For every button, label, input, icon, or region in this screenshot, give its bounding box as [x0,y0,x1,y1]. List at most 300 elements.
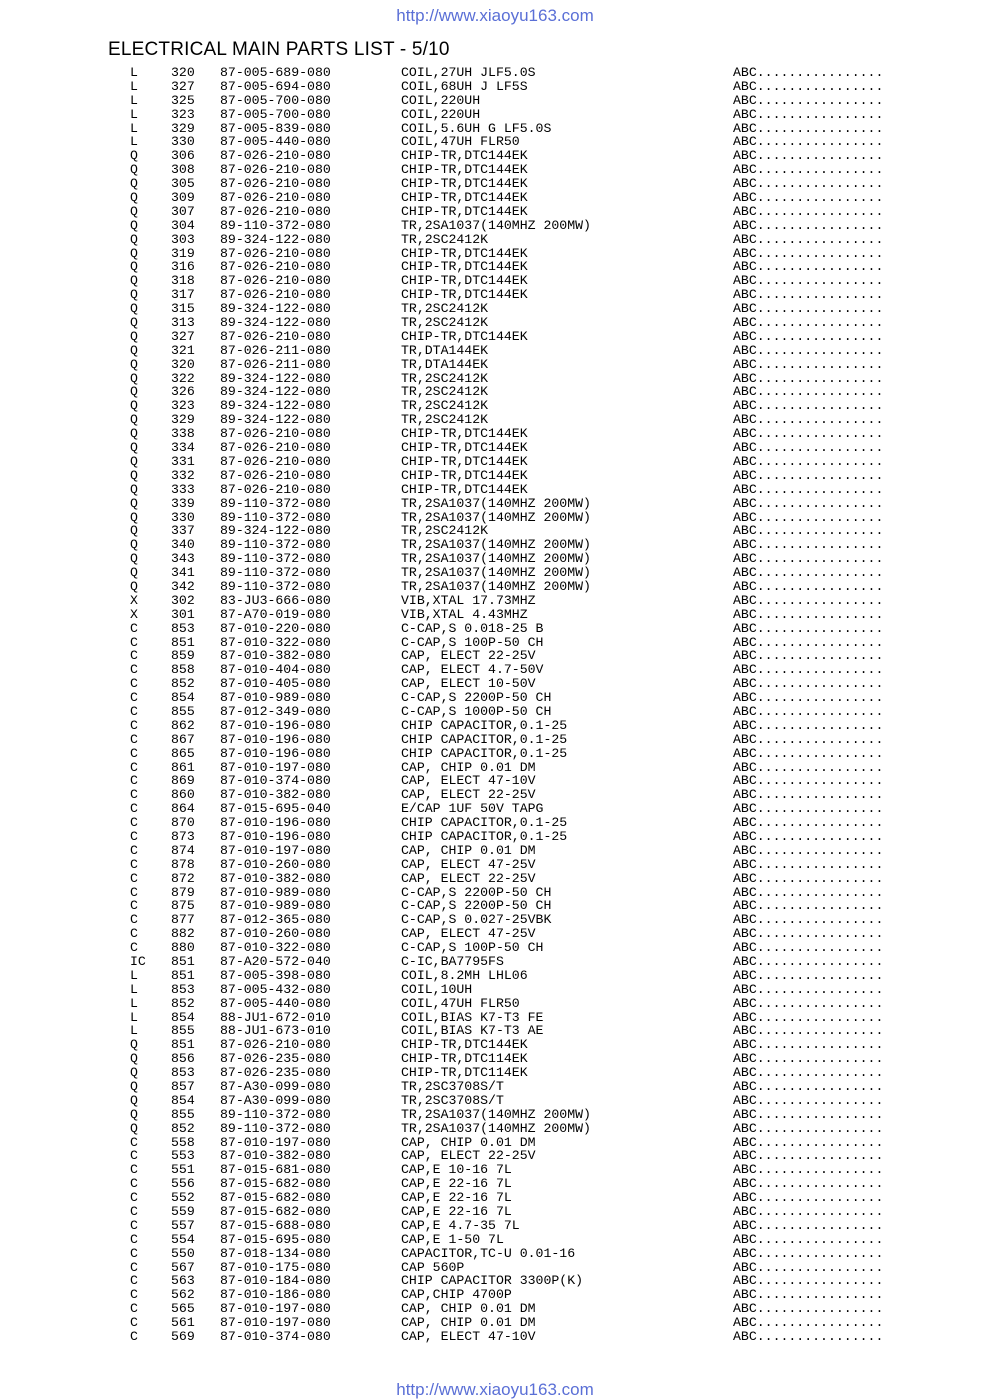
part-number: 89-324-122-080 [220,398,331,414]
part-description: TR,2SC2412K [401,315,489,331]
ref-number: 870 [171,815,195,831]
part-number: 87-026-210-080 [220,148,331,164]
ref-number: 865 [171,745,195,761]
part-description: CAP, ELECT 47-25V [401,926,536,942]
part-number: 87-A30-099-080 [220,1079,331,1095]
part-number: 87-015-695-040 [220,801,331,817]
ref-number: 550 [171,1245,195,1261]
part-number: 87-026-210-080 [220,287,331,303]
ref-designator: Q [130,1092,138,1108]
model-code: ABC................ [733,523,884,539]
ref-designator: Q [130,412,138,428]
part-description: TR,2SC2412K [401,301,489,317]
part-description: CHIP CAPACITOR,0.1-25 [401,731,568,747]
ref-designator: C [130,759,138,775]
part-description: CHIP-TR,DTC144EK [401,259,528,275]
parts-row [0,1205,990,1219]
part-number: 87-026-210-080 [220,273,331,289]
part-number: 87-015-695-080 [220,1231,331,1247]
ref-number: 326 [171,384,195,400]
part-description: CAP, CHIP 0.01 DM [401,842,536,858]
ref-number: 309 [171,190,195,206]
part-description: CAP 560P [401,1259,465,1275]
parts-row [0,1330,990,1344]
model-code: ABC................ [733,495,884,511]
ref-designator: C [130,926,138,942]
ref-number: 882 [171,926,195,942]
ref-number: 858 [171,662,195,678]
ref-designator: Q [130,273,138,289]
ref-designator: Q [130,551,138,567]
ref-number: 329 [171,412,195,428]
ref-number: 851 [171,967,195,983]
part-number: 87-010-220-080 [220,620,331,636]
model-code: ABC................ [733,301,884,317]
ref-number: 322 [171,370,195,386]
model-code: ABC................ [733,1162,884,1178]
parts-row [0,969,990,983]
ref-number: 307 [171,203,195,219]
parts-row [0,247,990,261]
ref-number: 559 [171,1204,195,1220]
part-number: 87-010-989-080 [220,884,331,900]
part-description: TR,2SC2412K [401,370,489,386]
model-code: ABC................ [733,884,884,900]
parts-row [0,774,990,788]
parts-row [0,1136,990,1150]
part-description: TR,2SA1037(140MHZ 200MW) [401,565,591,581]
ref-designator: C [130,1217,138,1233]
ref-designator: Q [130,148,138,164]
part-number: 87-015-682-080 [220,1176,331,1192]
ref-number: 323 [171,106,195,122]
ref-number: 341 [171,565,195,581]
ref-designator: C [130,1162,138,1178]
model-code: ABC................ [733,203,884,219]
model-code: ABC................ [733,1037,884,1053]
model-code: ABC................ [733,995,884,1011]
parts-row [0,927,990,941]
ref-designator: Q [130,537,138,553]
ref-designator: L [130,106,138,122]
part-description: VIB,XTAL 17.73MHZ [401,592,536,608]
ref-designator: IC [130,954,146,969]
part-number: 88-JU1-673-010 [220,1023,331,1039]
ref-designator: Q [130,259,138,275]
ref-designator: C [130,1287,138,1303]
ref-number: 563 [171,1273,195,1289]
model-code: ABC................ [733,912,884,928]
model-code: ABC................ [733,787,884,803]
part-description: CAP, ELECT 47-10V [401,1329,536,1345]
parts-row [0,1080,990,1094]
model-code: ABC................ [733,745,884,761]
part-description: TR,2SC2412K [401,398,489,414]
model-code: ABC................ [733,703,884,719]
ref-designator: Q [130,176,138,192]
ref-number: 852 [171,1120,195,1136]
part-description: CAP, ELECT 22-25V [401,1148,536,1164]
model-code: ABC................ [733,356,884,372]
ref-number: 877 [171,912,195,928]
ref-number: 327 [171,328,195,344]
ref-number: 553 [171,1148,195,1164]
model-code: ABC................ [733,828,884,844]
part-description: CHIP-TR,DTC144EK [401,176,528,192]
part-description: CHIP-TR,DTC144EK [401,1037,528,1053]
model-code: ABC................ [733,384,884,400]
part-number: 87-010-197-080 [220,1301,331,1317]
part-description: CAP, ELECT 22-25V [401,648,536,664]
model-code: ABC................ [733,162,884,178]
parts-row [0,344,990,358]
ref-number: 869 [171,773,195,789]
part-number: 89-110-372-080 [220,565,331,581]
parts-row [0,941,990,955]
parts-row [0,552,990,566]
parts-row [0,761,990,775]
part-description: CAP, ELECT 4.7-50V [401,662,544,678]
part-description: CAP, ELECT 47-25V [401,856,536,872]
ref-number: 853 [171,981,195,997]
ref-number: 852 [171,676,195,692]
model-code: ABC................ [733,78,884,94]
part-number: 87-010-196-080 [220,731,331,747]
part-number: 87-015-682-080 [220,1190,331,1206]
ref-number: 851 [171,634,195,650]
part-number: 87-012-349-080 [220,703,331,719]
ref-designator: C [130,662,138,678]
ref-designator: C [130,1315,138,1331]
ref-number: 306 [171,148,195,164]
parts-row [0,1261,990,1275]
parts-row [0,733,990,747]
part-number: 87-005-694-080 [220,78,331,94]
part-number: 87-026-235-080 [220,1065,331,1081]
ref-number: 557 [171,1217,195,1233]
part-number: 87-010-197-080 [220,1315,331,1331]
parts-row [0,94,990,108]
model-code: ABC................ [733,926,884,942]
part-description: CHIP CAPACITOR,0.1-25 [401,745,568,761]
part-description: C-CAP,S 100P-50 CH [401,940,544,956]
ref-designator: C [130,1273,138,1289]
ref-number: 334 [171,440,195,456]
part-description: CHIP-TR,DTC144EK [401,453,528,469]
parts-row [0,233,990,247]
part-number: 87-010-196-080 [220,815,331,831]
ref-number: 325 [171,92,195,108]
model-code: ABC................ [733,1051,884,1067]
part-number: 89-110-372-080 [220,509,331,525]
ref-designator: Q [130,1106,138,1122]
part-description: COIL,47UH FLR50 [401,134,520,150]
model-code: ABC................ [733,273,884,289]
part-number: 87-015-682-080 [220,1204,331,1220]
part-number: 89-324-122-080 [220,370,331,386]
part-description: TR,2SC2412K [401,412,489,428]
parts-row [0,274,990,288]
part-description: CAPACITOR,TC-U 0.01-16 [401,1245,576,1261]
parts-row [0,288,990,302]
part-description: COIL,BIAS K7-T3 AE [401,1023,544,1039]
part-number: 87-010-186-080 [220,1287,331,1303]
model-code: ABC................ [733,537,884,553]
ref-number: 855 [171,1106,195,1122]
part-description: TR,2SC3708S/T [401,1092,504,1108]
footer-url: http://www.xiaoyu163.com [396,1380,594,1399]
ref-designator: Q [130,190,138,206]
part-number: 87-010-405-080 [220,676,331,692]
part-description: CAP, ELECT 10-50V [401,676,536,692]
model-code: ABC................ [733,453,884,469]
ref-designator: Q [130,328,138,344]
model-code: ABC................ [733,1079,884,1095]
model-code: ABC................ [733,1120,884,1136]
ref-number: 554 [171,1231,195,1247]
part-description: CAP, CHIP 0.01 DM [401,759,536,775]
parts-row [0,1316,990,1330]
part-description: CHIP-TR,DTC144EK [401,481,528,497]
ref-number: 851 [171,954,195,969]
ref-number: 305 [171,176,195,192]
part-description: TR,2SC2412K [401,523,489,539]
ref-number: 320 [171,65,195,80]
ref-designator: C [130,870,138,886]
ref-designator: Q [130,384,138,400]
ref-number: 874 [171,842,195,858]
model-code: ABC................ [733,1301,884,1317]
ref-designator: Q [130,1120,138,1136]
parts-row [0,872,990,886]
part-description: TR,2SC2412K [401,231,489,247]
parts-row [0,149,990,163]
ref-designator: C [130,1259,138,1275]
part-description: VIB,XTAL 4.43MHZ [401,606,528,622]
ref-number: 859 [171,648,195,664]
part-description: CHIP-TR,DTC144EK [401,245,528,261]
parts-row [0,469,990,483]
ref-number: 313 [171,315,195,331]
part-number: 89-324-122-080 [220,384,331,400]
parts-row [0,816,990,830]
ref-designator: Q [130,1051,138,1067]
model-code: ABC................ [733,856,884,872]
part-description: CHIP CAPACITOR,0.1-25 [401,828,568,844]
ref-number: 551 [171,1162,195,1178]
model-code: ABC................ [733,648,884,664]
part-description: CHIP-TR,DTC144EK [401,203,528,219]
part-number: 87-010-197-080 [220,842,331,858]
part-description: COIL,5.6UH G LF5.0S [401,120,552,136]
ref-designator: L [130,995,138,1011]
parts-row [0,1233,990,1247]
part-number: 87-010-374-080 [220,773,331,789]
part-description: C-CAP,S 1000P-50 CH [401,703,552,719]
part-description: COIL,10UH [401,981,473,997]
part-description: COIL,27UH JLF5.0S [401,65,536,80]
model-code: ABC................ [733,1106,884,1122]
ref-designator: Q [130,231,138,247]
part-description: CAP, CHIP 0.01 DM [401,1134,536,1150]
part-description: CHIP-TR,DTC144EK [401,440,528,456]
ref-number: 569 [171,1329,195,1345]
part-number: 89-324-122-080 [220,301,331,317]
ref-designator: Q [130,370,138,386]
part-number: 87-010-196-080 [220,745,331,761]
ref-designator: C [130,634,138,650]
part-number: 87-010-175-080 [220,1259,331,1275]
model-code: ABC................ [733,217,884,233]
ref-designator: C [130,940,138,956]
parts-row [0,191,990,205]
ref-number: 330 [171,134,195,150]
ref-number: 301 [171,606,195,622]
part-number: 87-005-700-080 [220,106,331,122]
ref-number: 853 [171,620,195,636]
model-code: ABC................ [733,106,884,122]
part-number: 87-A20-572-040 [220,954,331,969]
part-description: CHIP-TR,DTC114EK [401,1051,528,1067]
ref-number: 318 [171,273,195,289]
model-code: ABC................ [733,1245,884,1261]
part-number: 87-026-210-080 [220,328,331,344]
ref-number: 856 [171,1051,195,1067]
part-description: TR,2SA1037(140MHZ 200MW) [401,537,591,553]
parts-row [0,538,990,552]
parts-row [0,649,990,663]
ref-designator: L [130,65,138,80]
part-description: C-IC,BA7795FS [401,954,504,969]
parts-row [0,330,990,344]
model-code: ABC................ [733,898,884,914]
ref-designator: Q [130,467,138,483]
ref-designator: Q [130,342,138,358]
parts-row [0,1038,990,1052]
parts-row [0,1011,990,1025]
parts-row [0,441,990,455]
ref-designator: C [130,1204,138,1220]
parts-row [0,802,990,816]
ref-designator: L [130,78,138,94]
parts-row [0,108,990,122]
ref-number: 338 [171,426,195,442]
parts-row [0,580,990,594]
ref-designator: C [130,717,138,733]
ref-designator: C [130,1245,138,1261]
part-description: CAP, CHIP 0.01 DM [401,1301,536,1317]
part-number: 87-010-184-080 [220,1273,331,1289]
part-number: 87-010-382-080 [220,648,331,664]
ref-designator: Q [130,509,138,525]
ref-number: 867 [171,731,195,747]
part-description: COIL,220UH [401,106,481,122]
part-number: 87-026-210-080 [220,259,331,275]
model-code: ABC................ [733,245,884,261]
part-number: 87-010-196-080 [220,828,331,844]
part-number: 87-010-260-080 [220,856,331,872]
model-code: ABC................ [733,1329,884,1345]
part-number: 87-012-365-080 [220,912,331,928]
parts-row [0,844,990,858]
ref-number: 339 [171,495,195,511]
part-description: C-CAP,S 0.027-25VBK [401,912,552,928]
part-number: 87-026-210-080 [220,481,331,497]
ref-number: 855 [171,1023,195,1039]
ref-designator: C [130,648,138,664]
parts-row [0,1108,990,1122]
parts-row [0,1066,990,1080]
parts-row [0,1191,990,1205]
part-description: COIL,8.2MH LHL06 [401,967,528,983]
model-code: ABC................ [733,1287,884,1303]
model-code: ABC................ [733,65,884,80]
part-description: TR,2SA1037(140MHZ 200MW) [401,1120,591,1136]
model-code: ABC................ [733,190,884,206]
ref-designator: L [130,1009,138,1025]
ref-designator: C [130,912,138,928]
model-code: ABC................ [733,287,884,303]
ref-designator: Q [130,217,138,233]
parts-row [0,1219,990,1233]
part-number: 87-026-210-080 [220,162,331,178]
ref-designator: L [130,967,138,983]
ref-designator: C [130,1231,138,1247]
part-description: CHIP-TR,DTC144EK [401,467,528,483]
part-number: 87-005-839-080 [220,120,331,136]
model-code: ABC................ [733,578,884,594]
model-code: ABC................ [733,773,884,789]
parts-row [0,594,990,608]
part-description: C-CAP,S 2200P-50 CH [401,898,552,914]
ref-number: 853 [171,1065,195,1081]
parts-row [0,955,990,969]
ref-designator: X [130,606,138,622]
part-number: 89-110-372-080 [220,495,331,511]
part-number: 87-015-688-080 [220,1217,331,1233]
model-code: ABC................ [733,954,884,969]
parts-row [0,455,990,469]
model-code: ABC................ [733,940,884,956]
model-code: ABC................ [733,565,884,581]
part-description: CAP,E 22-16 7L [401,1176,512,1192]
ref-designator: Q [130,1079,138,1095]
parts-row [0,636,990,650]
parts-row [0,80,990,94]
part-description: TR,2SA1037(140MHZ 200MW) [401,509,591,525]
parts-row [0,163,990,177]
ref-designator: C [130,856,138,872]
parts-row [0,622,990,636]
ref-number: 332 [171,467,195,483]
ref-number: 308 [171,162,195,178]
ref-number: 331 [171,453,195,469]
ref-designator: C [130,801,138,817]
model-code: ABC................ [733,676,884,692]
ref-designator: C [130,1134,138,1150]
parts-row [0,788,990,802]
ref-designator: C [130,620,138,636]
ref-number: 317 [171,287,195,303]
parts-row [0,205,990,219]
part-number: 89-110-372-080 [220,217,331,233]
model-code: ABC................ [733,315,884,331]
model-code: ABC................ [733,1190,884,1206]
parts-row [0,524,990,538]
part-number: 87-026-211-080 [220,356,331,372]
ref-number: 880 [171,940,195,956]
ref-number: 860 [171,787,195,803]
